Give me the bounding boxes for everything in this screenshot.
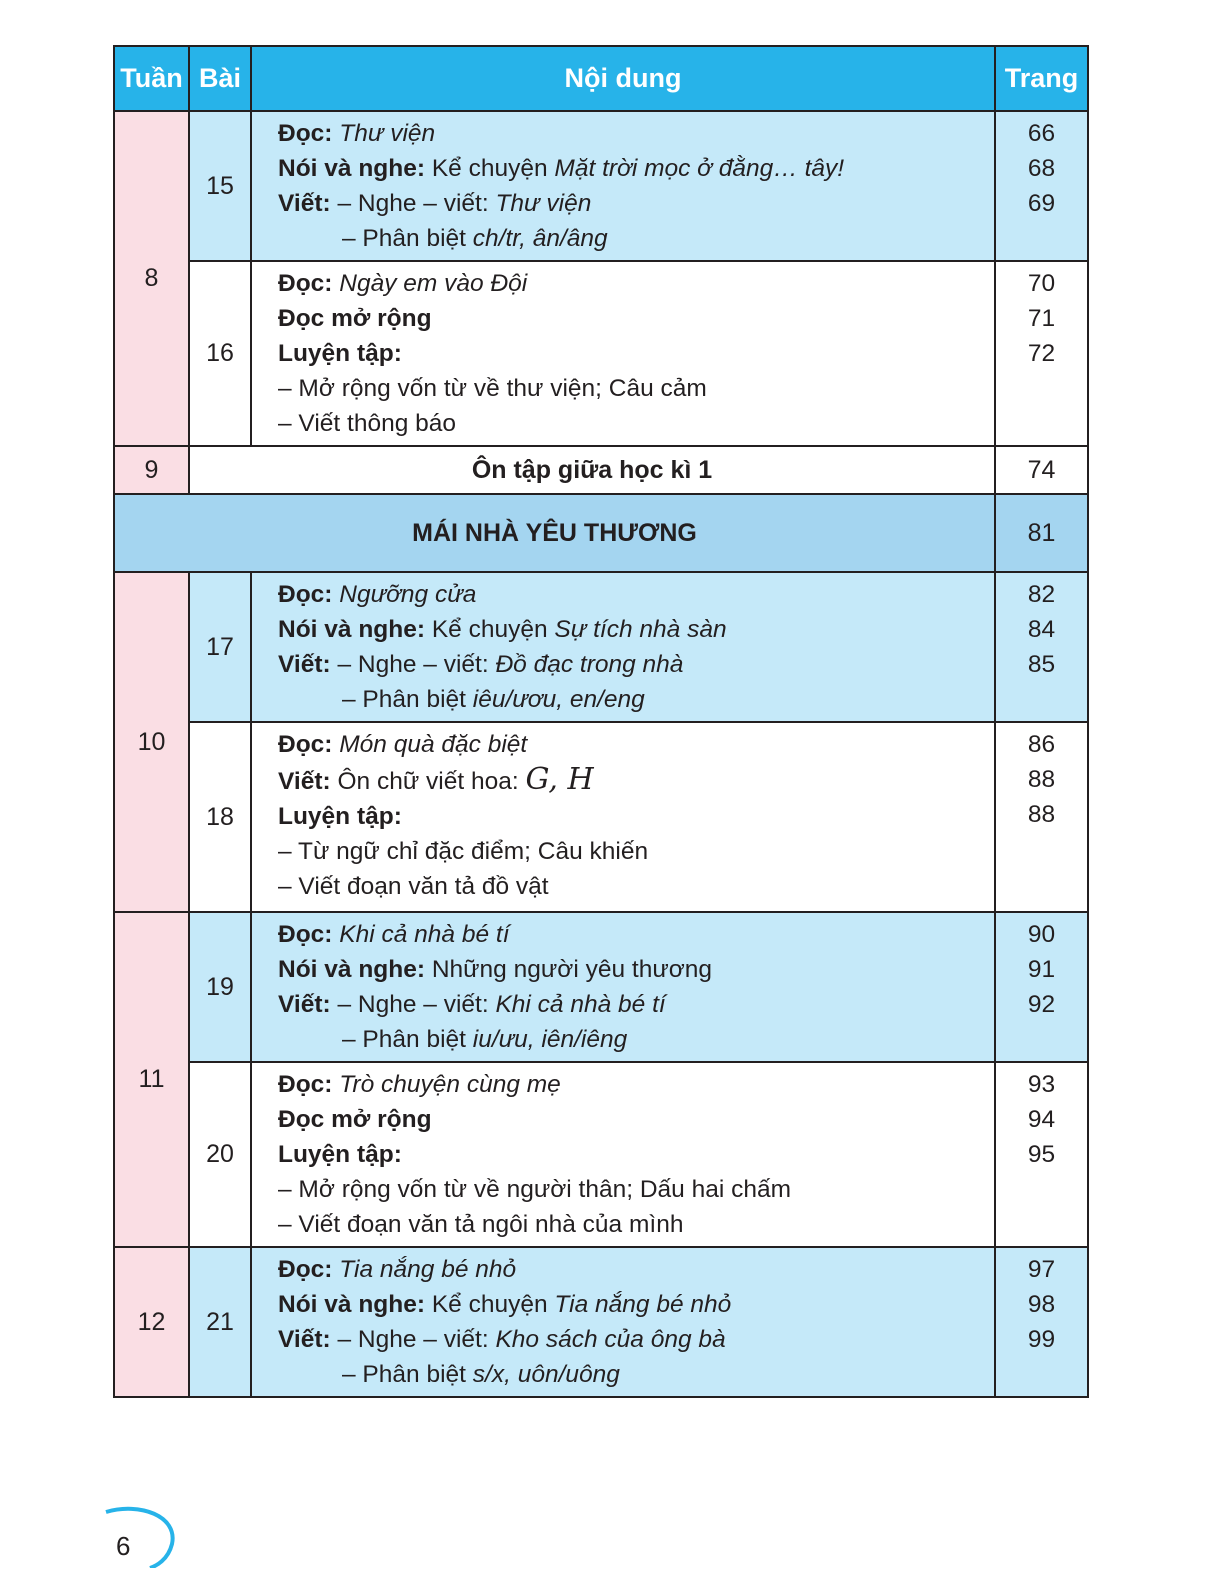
lesson-cell: 16 — [189, 261, 251, 446]
lesson-content: Đọc: Trò chuyện cùng mẹ Đọc mở rộng Luyện tập: – Mở rộng vốn từ về người thân; Dấu hai chấm – Viết đoạn văn tả ngôi nhà của mình — [251, 1062, 995, 1247]
page-numbers: 70 71 72 — [995, 261, 1088, 446]
week-cell: 9 — [114, 446, 189, 494]
table-row — [114, 1062, 1088, 1247]
lesson-cell: 15 — [189, 111, 251, 261]
header-tuan: Tuần — [114, 46, 189, 111]
cursive-letters: G, H — [525, 762, 594, 797]
lesson-content: Đọc: Ngưỡng cửa Nói và nghe: Kể chuyện Sự tích nhà sàn Viết: – Nghe – viết: Đồ đạc trong nhà – Phân biệt iêu/ươu, en/eng — [251, 572, 995, 722]
theme-row — [114, 494, 1088, 572]
lesson-cell: 21 — [189, 1247, 251, 1397]
table-row — [114, 722, 1088, 912]
page-number: 6 — [116, 1531, 131, 1561]
lesson-cell: 17 — [189, 572, 251, 722]
page-numbers: 82 84 85 — [995, 572, 1088, 722]
page-number: 81 — [995, 494, 1088, 572]
table-header — [114, 46, 1088, 111]
theme-title: MÁI NHÀ YÊU THƯƠNG — [114, 494, 995, 572]
table-row — [114, 572, 1088, 722]
lesson-content: Đọc: Ngày em vào Đội Đọc mở rộng Luyện tập: – Mở rộng vốn từ về thư viện; Câu cảm – Viết thông báo — [251, 261, 995, 446]
table-row — [114, 111, 1088, 261]
lesson-cell: 18 — [189, 722, 251, 912]
lesson-content: Đọc: Khi cả nhà bé tí Nói và nghe: Những người yêu thương Viết: – Nghe – viết: Khi cả nhà bé tí – Phân biệt iu/ưu, iên/iêng — [251, 912, 995, 1062]
header-noi-dung: Nội dung — [251, 46, 995, 111]
header-bai: Bài — [189, 46, 251, 111]
week-cell: 11 — [114, 912, 189, 1247]
midterm-review: Ôn tập giữa học kì 1 — [189, 446, 995, 494]
page-numbers: 93 94 95 — [995, 1062, 1088, 1247]
page-numbers: 97 98 99 — [995, 1247, 1088, 1397]
page-numbers: 86 88 88 — [995, 722, 1088, 912]
table-row — [114, 446, 1088, 494]
page-numbers: 90 91 92 — [995, 912, 1088, 1062]
table-row — [114, 1247, 1088, 1397]
lesson-content: Đọc: Món quà đặc biệt Viết: Ôn chữ viết hoa: G, H Luyện tập: – Từ ngữ chỉ đặc điểm; Câu khiến – Viết đoạn văn tả đồ vật — [251, 722, 995, 912]
week-cell: 8 — [114, 111, 189, 446]
lesson-content: Đọc: Tia nắng bé nhỏ Nói và nghe: Kể chuyện Tia nắng bé nhỏ Viết: – Nghe – viết: Kho sách của ông bà – Phân biệt s/x, uôn/uông — [251, 1247, 995, 1397]
page-number: 74 — [995, 446, 1088, 494]
table-row — [114, 912, 1088, 1062]
page-number-arc-icon — [100, 1502, 180, 1568]
lesson-content: Đọc: Thư viện Nói và nghe: Kể chuyện Mặt trời mọc ở đằng… tây! Viết: – Nghe – viết: Thư viện – Phân biệt ch/tr, ân/âng — [251, 111, 995, 261]
lesson-cell: 19 — [189, 912, 251, 1062]
table-row — [114, 261, 1088, 446]
lesson-cell: 20 — [189, 1062, 251, 1247]
page-numbers: 66 68 69 — [995, 111, 1088, 261]
week-cell: 10 — [114, 572, 189, 912]
week-cell: 12 — [114, 1247, 189, 1397]
header-trang: Trang — [995, 46, 1088, 111]
table-of-contents — [113, 45, 1089, 1398]
